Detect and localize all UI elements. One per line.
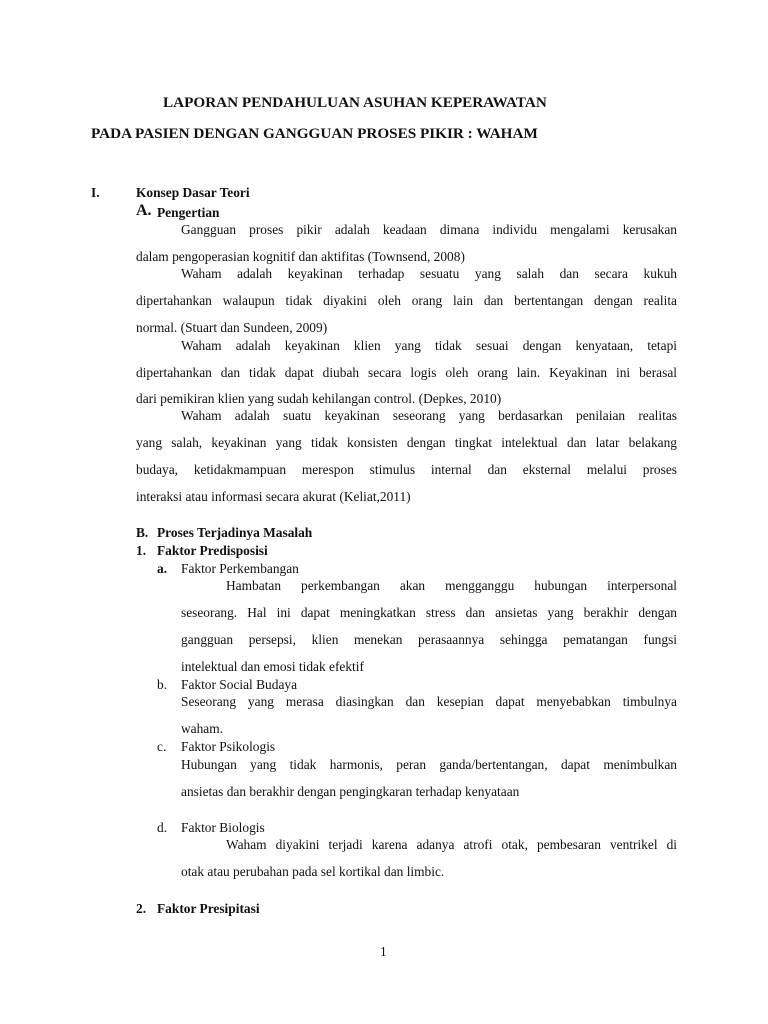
paragraph-line: budaya, ketidakmampuan merespon stimulus internal dan eksternal melalui proses bbox=[136, 462, 677, 477]
subsection-a-letter: A. bbox=[136, 202, 152, 219]
paragraph-line: seseorang. Hal ini dapat meningkatkan stress dan ansietas yang berakhir dengan bbox=[181, 605, 677, 620]
paragraph-line: yang salah, keyakinan yang tidak konsisten dengan tingkat intelektual dan latar belakang bbox=[136, 435, 677, 450]
paragraph-line: normal. (Stuart dan Sundeen, 2009) bbox=[136, 320, 328, 335]
paragraph-line: intelektual dan emosi tidak efektif bbox=[181, 659, 364, 674]
paragraph-line: ansietas dan berakhir dengan pengingkaran terhadap kenyataan bbox=[181, 784, 520, 799]
paragraph-line: Waham adalah suatu keyakinan seseorang yang berdasarkan penilaian realitas bbox=[181, 408, 677, 423]
item-1-label: Faktor Predisposisi bbox=[157, 543, 268, 558]
paragraph-line: dalam pengoperasian kognitif dan aktifitas (Townsend, 2008) bbox=[136, 249, 465, 264]
sub-item-b-letter: b. bbox=[157, 677, 168, 692]
subsection-a-label: Pengertian bbox=[157, 205, 220, 220]
paragraph-line: Hambatan perkembangan akan mengganggu hubungan interpersonal bbox=[226, 578, 677, 593]
sub-item-a-label: Faktor Perkembangan bbox=[181, 561, 299, 576]
item-2-number: 2. bbox=[136, 901, 147, 916]
paragraph-line: interaksi atau informasi secara akurat (Keliat,2011) bbox=[136, 489, 411, 504]
paragraph-line: dipertahankan dan tidak dapat diubah secara logis oleh orang lain. Keyakinan ini berasal bbox=[136, 365, 677, 380]
paragraph-line: Waham diyakini terjadi karena adanya atrofi otak, pembesaran ventrikel di bbox=[226, 837, 677, 852]
paragraph-line: gangguan persepsi, klien menekan perasaannya sehingga pematangan fungsi bbox=[181, 632, 677, 647]
title-line-1: LAPORAN PENDAHULUAN ASUHAN KEPERAWATAN bbox=[163, 94, 547, 111]
sub-item-c-label: Faktor Psikologis bbox=[181, 739, 276, 754]
paragraph-line: Hubungan yang tidak harmonis, peran ganda/bertentangan, dapat menimbulkan bbox=[181, 757, 677, 772]
sub-item-c-letter: c. bbox=[157, 739, 167, 754]
section-numeral: I. bbox=[91, 185, 100, 200]
sub-item-d-letter: d. bbox=[157, 820, 168, 835]
paragraph-line: waham. bbox=[181, 721, 224, 736]
paragraph-line: Gangguan proses pikir adalah keadaan dimana individu mengalami kerusakan bbox=[181, 222, 677, 237]
paragraph-line: dari pemikiran klien yang sudah kehilangan control. (Depkes, 2010) bbox=[136, 391, 502, 406]
sub-item-b-label: Faktor Social Budaya bbox=[181, 677, 298, 692]
item-1-number: 1. bbox=[136, 543, 147, 558]
item-2-label: Faktor Presipitasi bbox=[157, 901, 260, 916]
subsection-b-letter: B. bbox=[136, 525, 149, 540]
paragraph-line: Waham adalah keyakinan klien yang tidak sesuai dengan kenyataan, tetapi bbox=[181, 338, 677, 353]
paragraph-line: Waham adalah keyakinan terhadap sesuatu yang salah dan secara kukuh bbox=[181, 266, 677, 281]
paragraph-line: dipertahankan walaupun tidak diyakini oleh orang lain dan bertentangan dengan realita bbox=[136, 293, 677, 308]
subsection-b-label: Proses Terjadinya Masalah bbox=[157, 525, 313, 540]
page-number: 1 bbox=[380, 944, 387, 959]
paragraph-line: otak atau perubahan pada sel kortikal dan limbic. bbox=[181, 864, 445, 879]
sub-item-d-label: Faktor Biologis bbox=[181, 820, 265, 835]
section-heading: Konsep Dasar Teori bbox=[136, 185, 250, 200]
paragraph-line: Seseorang yang merasa diasingkan dan kesepian dapat menyebabkan timbulnya bbox=[181, 694, 677, 709]
title-line-2: PADA PASIEN DENGAN GANGGUAN PROSES PIKIR : WAHAM bbox=[91, 125, 538, 142]
sub-item-a-letter: a. bbox=[157, 561, 168, 576]
